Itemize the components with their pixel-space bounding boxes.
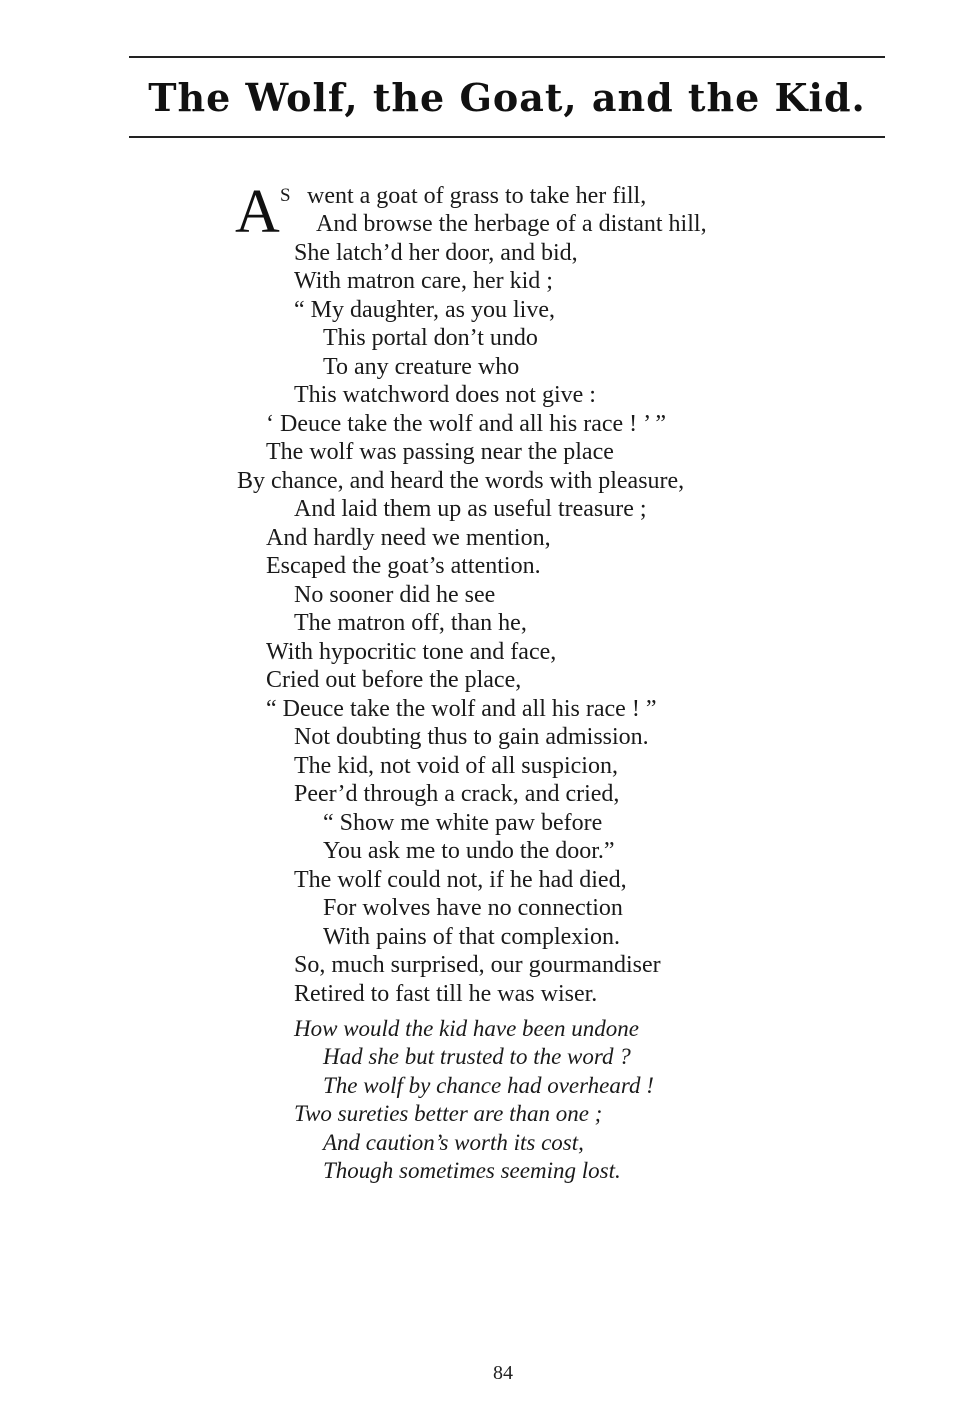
poem-line: With matron care, her kid ; (294, 268, 553, 294)
poem-line: Cried out before the place, (266, 667, 522, 693)
poem-line: With hypocritic tone and face, (266, 639, 557, 665)
poem-line: With pains of that complexion. (323, 924, 620, 950)
poem-line: No sooner did he see (294, 582, 496, 608)
page-title: The Wolf, the Goat, and the Kid. (148, 75, 866, 120)
poem-line: went a goat of grass to take her fill, (307, 183, 647, 209)
poem-line: The wolf was passing near the place (266, 439, 614, 465)
moral-line: The wolf by chance had overheard ! (323, 1073, 654, 1098)
poem-line: ‘ Deuce take the wolf and all his race ! ’ ” (266, 411, 667, 437)
poem-line: And hardly need we mention, (266, 525, 551, 551)
poem-line: The kid, not void of all suspicion, (294, 753, 618, 779)
poem-line: This watchword does not give : (294, 382, 596, 408)
moral-line: Two sureties better are than one ; (294, 1101, 603, 1126)
poem-line: She latch’d her door, and bid, (294, 240, 578, 266)
poem-line: To any creature who (323, 354, 520, 380)
poem-line: For wolves have no connection (323, 895, 623, 921)
moral-line: And caution’s worth its cost, (323, 1130, 584, 1155)
moral-line: Had she but trusted to the word ? (323, 1044, 631, 1069)
poem-line: “ Show me white paw before (323, 810, 603, 836)
poem-line: The wolf could not, if he had died, (294, 867, 627, 893)
poem-line: The matron off, than he, (294, 610, 527, 636)
moral-line: Though sometimes seeming lost. (323, 1158, 621, 1183)
poem-line: This portal don’t undo (323, 325, 538, 351)
poem-line: “ My daughter, as you live, (294, 297, 555, 323)
poem-line: By chance, and heard the words with pleasure, (237, 468, 685, 494)
poem-line: Peer’d through a crack, and cried, (294, 781, 620, 807)
poem-line: You ask me to undo the door.” (323, 838, 615, 864)
moral-line: How would the kid have been undone (294, 1016, 639, 1041)
poem-line: So, much surprised, our gourmandiser (294, 952, 661, 978)
page-number: 84 (493, 1362, 513, 1384)
drop-cap: A (235, 178, 280, 246)
poem-line: Retired to fast till he was wiser. (294, 981, 598, 1007)
poem-line: “ Deuce take the wolf and all his race ! ” (266, 696, 657, 722)
poem-line: Not doubting thus to gain admission. (294, 724, 649, 750)
poem-line: And laid them up as useful treasure ; (294, 496, 647, 522)
poem-line: And browse the herbage of a distant hill, (316, 211, 707, 237)
poem-line: Escaped the goat’s attention. (266, 553, 541, 579)
first-word-smallcap: S (280, 185, 291, 206)
